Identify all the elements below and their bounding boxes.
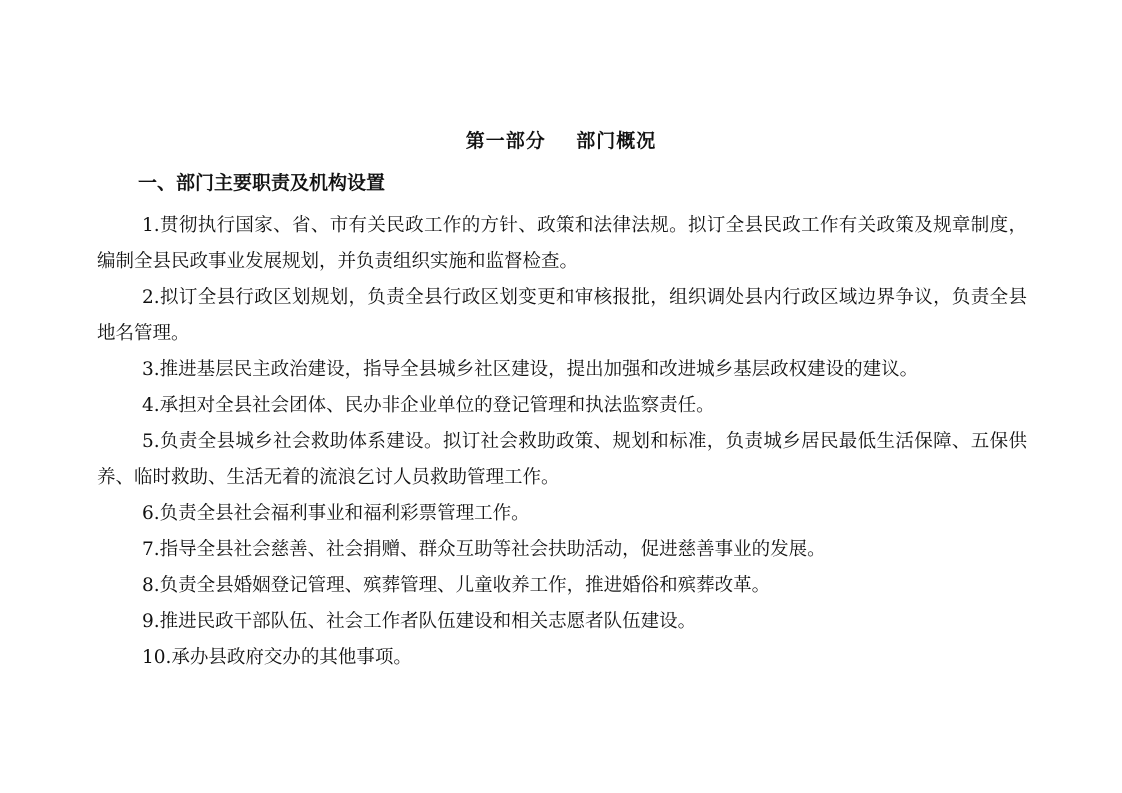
- duty-item-3: 3.推进基层民主政治建设，指导全县城乡社区建设，提出加强和改进城乡基层政权建设的建议。: [142, 359, 919, 380]
- duty-item-4: 4.承担对全县社会团体、民办非企业单位的登记管理和执法监察责任。: [142, 395, 715, 416]
- duty-item-8: 8.负责全县婚姻登记管理、殡葬管理、儿童收养工作，推进婚俗和殡葬改革。: [142, 575, 771, 596]
- duty-item-7: 7.指导全县社会慈善、社会捐赠、群众互助等社会扶助活动，促进慈善事业的发展。: [142, 539, 826, 560]
- duty-item-9: 9.推进民政干部队伍、社会工作者队伍建设和相关志愿者队伍建设。: [142, 611, 697, 632]
- duty-item-10: 10.承办县政府交办的其他事项。: [142, 647, 412, 668]
- duties-list: [97, 208, 1027, 676]
- part-title: 第一部分 部门概况: [465, 130, 657, 152]
- duty-item-2: 2.拟订全县行政区划规划，负责全县行政区划变更和审核报批，组织调处县内行政区域边界争议，负责全县地名管理。: [97, 287, 1027, 344]
- duty-item-5: 5.负责全县城乡社会救助体系建设。拟订社会救助政策、规划和标准，负责城乡居民最低生活保障、五保供养、临时救助、生活无着的流浪乞讨人员救助管理工作。: [97, 431, 1027, 488]
- duty-item-1: 1.贯彻执行国家、省、市有关民政工作的方针、政策和法律法规。拟订全县民政工作有关政策及规章制度，编制全县民政事业发展规划，并负责组织实施和监督检查。: [97, 215, 1027, 272]
- duty-item-6: 6.负责全县社会福利事业和福利彩票管理工作。: [142, 503, 530, 524]
- section-heading: 一、部门主要职责及机构设置: [138, 172, 386, 194]
